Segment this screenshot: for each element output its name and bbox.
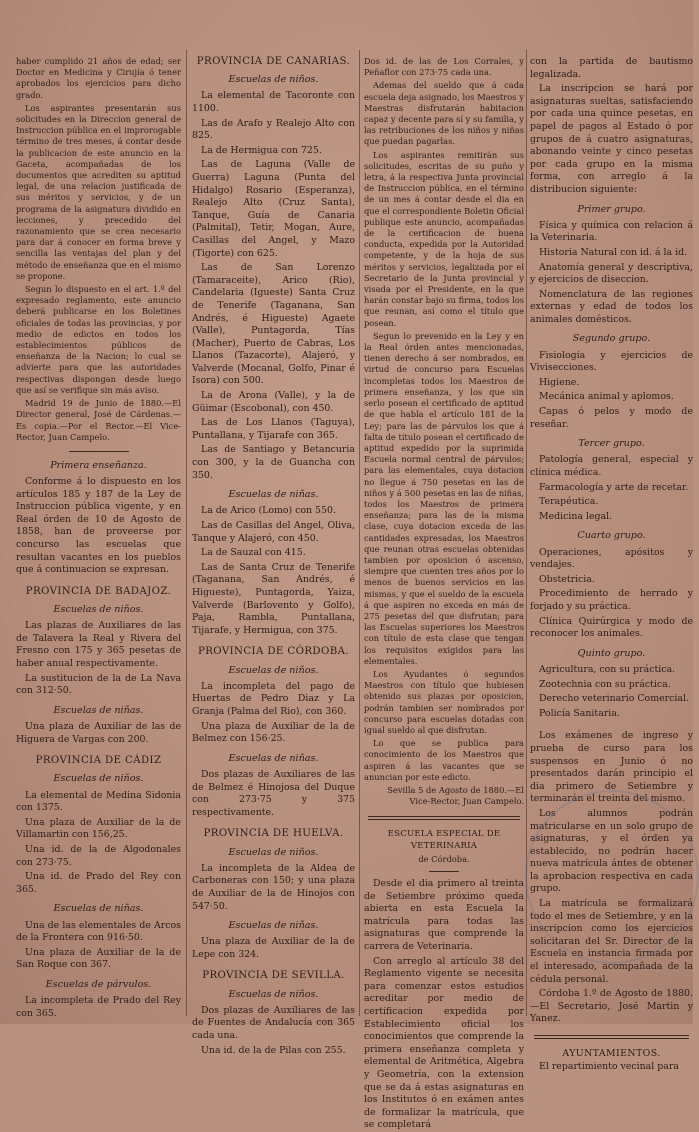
list-item: Terapéutica. xyxy=(539,496,599,508)
section-subheading: Escuelas de niñas. xyxy=(53,903,144,915)
paragraph: Conforme á lo dispuesto en los artículos 185 y 187 de la Ley de Instruccion pública vigente, y en Real órden de 10 de Agosto de 1858, han de proveerse por concurso las escuelas que resultan vacantes en los pueblos que á continuacion se expresan. xyxy=(16,476,181,576)
section-subheading: Escuelas de niñas. xyxy=(228,752,319,764)
list-item: Operaciones, apósitos y vendajes. xyxy=(530,546,693,571)
section-subheading: Escuelas de niñas. xyxy=(228,489,319,501)
province-heading: PROVINCIA DE BADAJOZ. xyxy=(25,585,172,597)
paragraph: Una de las elementales de Arcos de la Frontera con 916·50. xyxy=(16,919,181,944)
paragraph: Las de Arafo y Realejo Alto con 825. xyxy=(192,117,355,142)
paragraph: Madrid 19 de Junio de 1880.—El Director general, José de Cárdenas.—Es copia.—Por el Rector.—El Vice-Rector, Juan Campelo. xyxy=(16,398,181,442)
paragraph: Lo que se publica para conocimiento de los Maestros que aspiren á las vacantes que se anuncian por este edicto. xyxy=(364,738,524,782)
province-heading: PROVINCIA DE SEVILLA. xyxy=(202,970,345,982)
section-subheading: Escuelas de niños. xyxy=(53,773,144,785)
province-heading: PROVINCIA DE CÁDIZ xyxy=(35,755,162,767)
double-rule xyxy=(368,816,520,820)
paragraph: Las de San Lorenzo (Tamaraceite), Arico (Rio), Candelaria (Igueste) Santa Cruz de Tenerife (Taganana, San Andrés, é Higueste) Agaete (Valle), Puntagorda, Tías (Macher), Puerto de Cabras, Los Llanos (Tazacorte), Alajeró, y Valverde (Mocanal, Golfo, Pinar é Isora) con 500. xyxy=(192,262,355,387)
list-item: Capas ó pelos y modo de reseñar. xyxy=(530,406,693,430)
list-item: Derecho veterinario Comercial. xyxy=(539,693,689,705)
list-item: Física y química con relacion á la Veterinaria. xyxy=(530,219,693,244)
group-heading: Tercer grupo. xyxy=(578,438,645,450)
paragraph: Las de Los Llanos (Taguya), Puntallana, y Tijarafe con 365. xyxy=(192,417,355,441)
group-heading: Segundo grupo. xyxy=(572,333,651,345)
paragraph: Segun lo dispuesto en el art. 1.º del expresado reglamento, este anuncio deberá publicarse en los Boletines oficiales de todas las provincias, y por medio de edictos en todos los establecimientos públicos de enseñanza de la Nacion; lo cual se advierte para que las autoridades respectivas dispongan desde luego que así se verifique sin más aviso. xyxy=(16,284,181,395)
paragraph: La sustitucion de la de La Nava con 312·50. xyxy=(16,672,181,697)
separator xyxy=(429,871,459,872)
paragraph: La elemental de Tacoronte con 1100. xyxy=(192,90,355,114)
section-subheading: Escuelas de niños. xyxy=(228,988,319,1000)
column-1 xyxy=(16,56,181,1019)
list-item: Farmacología y arte de recetar. xyxy=(539,481,689,493)
separator xyxy=(69,451,129,452)
paragraph: Una plaza de Auxiliar de la de San Roque con 367. xyxy=(16,946,181,971)
paragraph: haber cumplido 21 años de edad; ser Doctor en Medicina y Cirujía ó tener aprobados los ejercicios para dicho grado. xyxy=(16,56,181,100)
paragraph: La de Sauzal con 415. xyxy=(201,547,306,559)
section-heading: ESCUELA ESPECIAL DE VETERINARIA xyxy=(387,829,501,851)
paragraph: La incompleta de la Aldea de Carboneras con 150; y una plaza de Auxiliar de la de Hinojos con 547·50. xyxy=(192,862,355,912)
list-item: Policía Sanitaria. xyxy=(539,707,620,719)
column-rule xyxy=(359,50,360,1016)
paragraph: La inscripcion se hará por asignaturas sueltas, satisfaciendo por cada una quince pesetas, en papel de pagos al Estado ó por grupos de á cuatro asignaturas, abonando veinte y cinco pesetas por cada grupo en la misma forma, con arreglo á la distribucion siguiente: xyxy=(530,83,693,195)
paragraph: Los Ayudantes ó segundos Maestros con título que hubiesen obtenido sus plazas por oposicion, podrán tambien ser nombrados por concurso para escuelas dotadas con igual sueldo al que disfrutan. xyxy=(364,668,524,735)
section-place: de Córdoba. xyxy=(418,853,470,864)
paragraph: Una id. de Prado del Rey con 365. xyxy=(16,871,181,895)
paragraph: Desde el dia primero al treinta de Setiembre próximo queda abierta en esta Escuela la matrícula para todas las asignaturas que comprende la carrera de Veterinaria. xyxy=(364,878,524,952)
paragraph: Las de Santiago y Betancuria con 300, y la de Guancha con 350. xyxy=(192,444,355,481)
paragraph: La elemental de Medina Sidonia con 1375. xyxy=(16,789,181,814)
double-rule xyxy=(534,1035,689,1039)
section-subheading: Escuelas de niños. xyxy=(228,74,319,86)
section-subheading: Primera enseñanza. xyxy=(50,459,147,471)
paragraph: Dos plazas de Auxiliares de las de Fuentes de Andalucía con 365 cada una. xyxy=(192,1004,355,1042)
paragraph: Los aspirantes remitirán sus solicitudes, escritas de su puño y letra, á la respectiva Junta provincial de Instruccion pública, en el término de un mes á contar desde el dia en que el correspondiente Boletin Oficial publique este anuncio, acompañadas de la certificacion de buena conducta, expedida por la Autoridad competente, y de la hoja de sus méritos y servicios, legalizada por el Secretario de la Junta provincial y visada por el Presidente, en la que harán constar bajo su firma, todos los que reunan, así como el título que posean. xyxy=(364,149,524,328)
province-heading: PROVINCIA DE HUELVA. xyxy=(203,828,344,840)
paragraph: La incompleta de Prado del Rey con 365. xyxy=(16,995,181,1019)
paragraph: Una plaza de Auxiliar de la de Belmez con 156·25. xyxy=(192,720,355,745)
column-2 xyxy=(192,56,355,1056)
list-item: Nomenclatura de las regiones externas y edad de todos los animales domésticos. xyxy=(530,288,693,325)
province-heading: PROVINCIA DE CÓRDOBA. xyxy=(197,646,350,658)
list-item: Fisiología y ejercicios de Vivisecciones. xyxy=(530,349,693,374)
list-item: Historia Natural con id. á la id. xyxy=(539,246,688,258)
paragraph: Una plaza de Auxiliar de la de Lepe con 324. xyxy=(192,936,355,960)
paragraph: La de Arona (Valle), y la de Güimar (Escobonal), con 450. xyxy=(192,390,355,414)
list-item: Medicina legal. xyxy=(539,510,613,522)
column-3 xyxy=(364,56,524,1131)
list-item: Clínica Quirúrgica y modo de reconocer los animales. xyxy=(530,615,693,640)
list-item: Patología general, especial y clínica médica. xyxy=(530,454,693,479)
paragraph: con la partida de bautismo legalizada. xyxy=(530,56,693,80)
paragraph: Los exámenes de ingreso y prueba de curso para los suspensos en Junio ó no presentados darán principio el dia primero de Setiembre y terminarán el treinta del mismo. xyxy=(530,730,693,805)
group-heading: Primer grupo. xyxy=(577,203,646,215)
paragraph: Segun lo prevenido en la Ley y en la Real órden antes mencionadas, tienen derecho á ser nombrados, en virtud de concurso para Escuelas incompletas todos los Maestros de primera enseñanza, y los que sin serlo posean el certificado de aptitud de que habla el artículo 181 de la Ley; para las de párvulos los que á falta de título posean el certificado de aptitud expedido por la suprimida Escuela normal central de párvulos; para las elementales, cuya dotacion no llegue á 750 pesetas en las de niños y á 500 pesetas en las de niñas, todos los Maestros de primera enseñanza; para las de la misma clase, cuya dotacion exceda de las cantidades expresadas, los Maestros que reunan otras escuelas obtenidas tambien por oposicion ó ascenso, siempre que cuenten tres años por lo menos de buenos servicios en las mismas, y que el sueldo de la escuela á que aspiren no exceda en más de 275 pesetas del que disfrutan; para las Escuelas superiores los Maestros con título de esta clase que tengan los requisitos exigidos para las elementales. xyxy=(364,330,524,666)
section-subheading: Escuelas de niñas. xyxy=(53,704,144,716)
paragraph: Con arreglo al artículo 38 del Reglamento vigente se necesita para comenzar estos estudios acreditar por medio de certificacion expedida por Establecimiento oficial los conocimientos que comprende la primera enseñanza completa y elemental de Aritmética, Algebra y Geometría, con la extension que se da á estas asignaturas en los Institutos ó en exámen antes de formalizar la matrícula, que se completará xyxy=(364,955,524,1131)
paragraph: Las de Casillas del Angel, Oliva, Tanque y Alajeró, con 450. xyxy=(192,520,355,544)
paragraph: Una id. de la de Algodonales con 273·75. xyxy=(16,844,181,868)
paragraph: Una plaza de Auxiliar de la de Villamartin con 156,25. xyxy=(16,816,181,841)
list-item: Higiene. xyxy=(539,376,580,388)
list-item: Agricultura, con su práctica. xyxy=(539,663,676,675)
paragraph: Las de Laguna (Valle de Guerra) Laguna (Punta del Hidalgo) Rosario (Esperanza), Realejo Alto (Cruz Santa), Tanque, Guía de Canaria (Palmital), Tetir, Mogan, Aure, Casillas del Angel, y Mazo (Tigorte) con 625. xyxy=(192,159,355,259)
province-heading: PROVINCIA DE CANARIAS. xyxy=(196,56,351,67)
paragraph: Dos id. de las de Los Corrales, y Peñaflor con 273·75 cada una. xyxy=(364,56,524,78)
column-rule xyxy=(526,50,527,1016)
list-item: Mecánica animal y aplomos. xyxy=(539,391,674,403)
section-subheading: Escuelas de niñas. xyxy=(228,920,319,932)
group-heading: Cuarto grupo. xyxy=(577,530,646,542)
paragraph: Los alumnos podrán matricularse en un solo grupo de asignaturas, y el órden ya establecido, no podrán hacer nueva matrícula ántes de obtener la aprobacion respectiva en cada grupo. xyxy=(530,807,693,895)
list-item: Procedimiento de herrado y forjado y su práctica. xyxy=(530,588,693,612)
paragraph: La incompleta del pago de Huertas de Pedro Diaz y La Granja (Palma del Rio), con 360. xyxy=(192,680,355,717)
group-heading: Quinto grupo. xyxy=(577,647,646,659)
paragraph: Dos plazas de Auxiliares de las de Belmez é Hinojosa del Duque con 273·75 y 375 respectivamente. xyxy=(192,768,355,818)
paragraph: Las de Santa Cruz de Tenerife (Taganana, San Andrés, é Higueste), Puntagorda, Yaiza, Valverde (Barlovento y Golfo), Paja, Rambla, Puntallana, Tijarafe, y Hermigua, con 375. xyxy=(192,561,355,636)
list-item: Obstetricia. xyxy=(539,573,595,585)
section-subheading: Escuelas de niños. xyxy=(53,604,144,616)
paragraph: La de Hermigua con 725. xyxy=(201,144,322,156)
paragraph: El repartimiento vecinal para xyxy=(539,1061,679,1073)
column-rule xyxy=(186,50,187,1016)
paragraph: Las plazas de Auxiliares de las de Talavera la Real y Rivera del Fresno con 175 y 365 pesetas de haber anual respectivamente. xyxy=(16,620,181,670)
paragraph: Una plaza de Auxiliar de las de Higuera de Vargas con 200. xyxy=(16,721,181,745)
paragraph: Los aspirantes presentarán sus solicitudes en la Direccion general de Instruccion pública en el improrogable término de tres meses, á contar desde la publicacion de este anuncio en la Gaceta, acompañadas de los documentos que acrediten su aptitud legal, de una relacion justificada de sus méritos y servicios, y de un programa de la asignatura dividido en lecciones, y precedido del razonamiento que se crea necesario para dar á conocer en forma breve y sencilla las ventajas del plan y del método de enseñanza que en el mismo se propone. xyxy=(16,102,181,281)
column-4 xyxy=(530,56,693,1073)
section-heading: AYUNTAMIENTOS. xyxy=(562,1048,661,1060)
signature-line: Sevilla 5 de Agosto de 1880.—El Vice-Rector, Juan Campelo. xyxy=(387,785,524,807)
section-subheading: Escuelas de niños. xyxy=(228,664,319,676)
paragraph: Córdoba 1.º de Agosto de 1880.—El Secretario, José Martin y Yanez. xyxy=(530,988,693,1025)
paragraph: La de Arico (Lomo) con 550. xyxy=(201,505,336,517)
section-subheading: Escuelas de niños. xyxy=(228,846,319,858)
list-item: Zootechnia con su práctica. xyxy=(539,678,671,690)
list-item: Anatomía general y descriptiva, y ejercicios de diseccion. xyxy=(530,261,693,286)
paragraph: Ademas del sueldo que á cada escuela deja asignado, los Maestros y Maestras disfrutarán habitacion capaz y decente para sí y su familia, y las retribuciones de los niños y niñas que puedan pagarlas. xyxy=(364,80,524,147)
paragraph: Una id. de la de Pilas con 255. xyxy=(201,1044,346,1056)
paragraph: La matrícula se formalizará todo el mes de Setiembre, y en la inscripcion como los ejercicios solicitaran del Sr. Director de la Escuela en instancia firmada por el interesado, acompañada de la cédula personal. xyxy=(530,898,693,985)
section-subheading: Escuelas de párvulos. xyxy=(45,978,152,990)
